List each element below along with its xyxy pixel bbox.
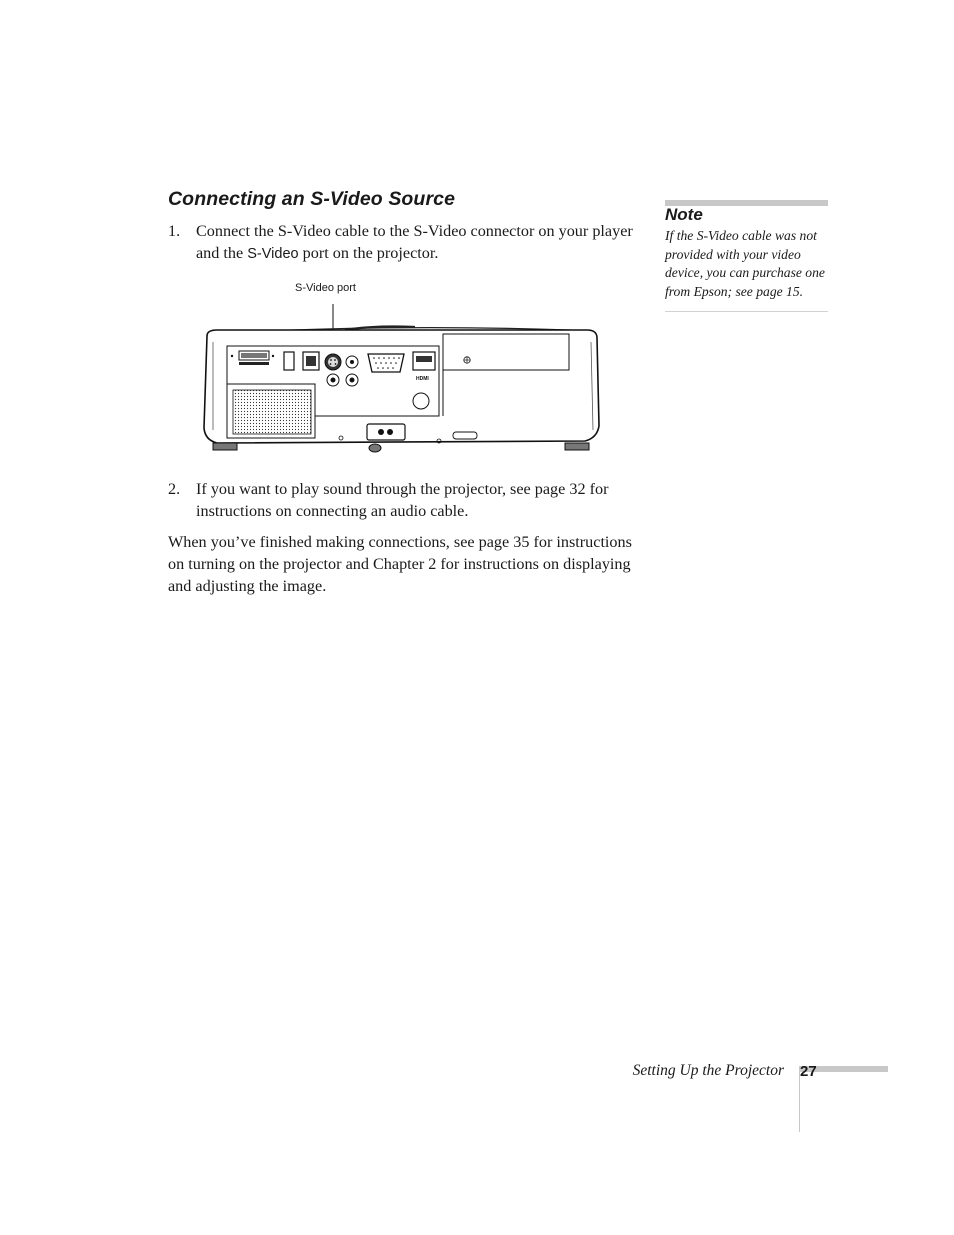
step-number: 1.	[168, 222, 181, 240]
step-text: If you want to play sound through the projector, see page 32 for instructions on connecting an audio cable.	[196, 480, 609, 520]
speaker-grille	[233, 390, 311, 434]
projector-rear-illustration	[195, 278, 610, 458]
section-heading: Connecting an S-Video Source	[168, 188, 456, 210]
note-body: If the S-Video cable was not provided with your video device, you can purchase one from Epson; see page 15.	[665, 228, 825, 300]
step-number: 2.	[168, 480, 181, 498]
step-1	[168, 220, 638, 265]
step-text-after: port on the projector.	[302, 244, 439, 262]
step-text	[196, 220, 638, 265]
footer-section-title: Setting Up the Projector	[632, 1062, 784, 1079]
power-inlet	[367, 424, 405, 440]
step-text-before: Connect the S-Video cable to the S-Video connector on your player and the	[196, 222, 633, 262]
closing-paragraph: When you’ve finished making connections, see page 35 for instructions on turning on the projector and Chapter 2 for instructions on displaying and adjusting the image.	[168, 533, 632, 595]
port-name: S-Video	[247, 246, 299, 262]
hdmi-marking: HDMI	[416, 376, 429, 382]
note-bottom-rule	[665, 311, 828, 312]
step-2	[168, 478, 638, 522]
note-title: Note	[665, 205, 703, 224]
projector-drawing	[195, 278, 610, 458]
page-number: 27	[800, 1063, 817, 1080]
callout-label: S-Video port	[295, 282, 356, 294]
